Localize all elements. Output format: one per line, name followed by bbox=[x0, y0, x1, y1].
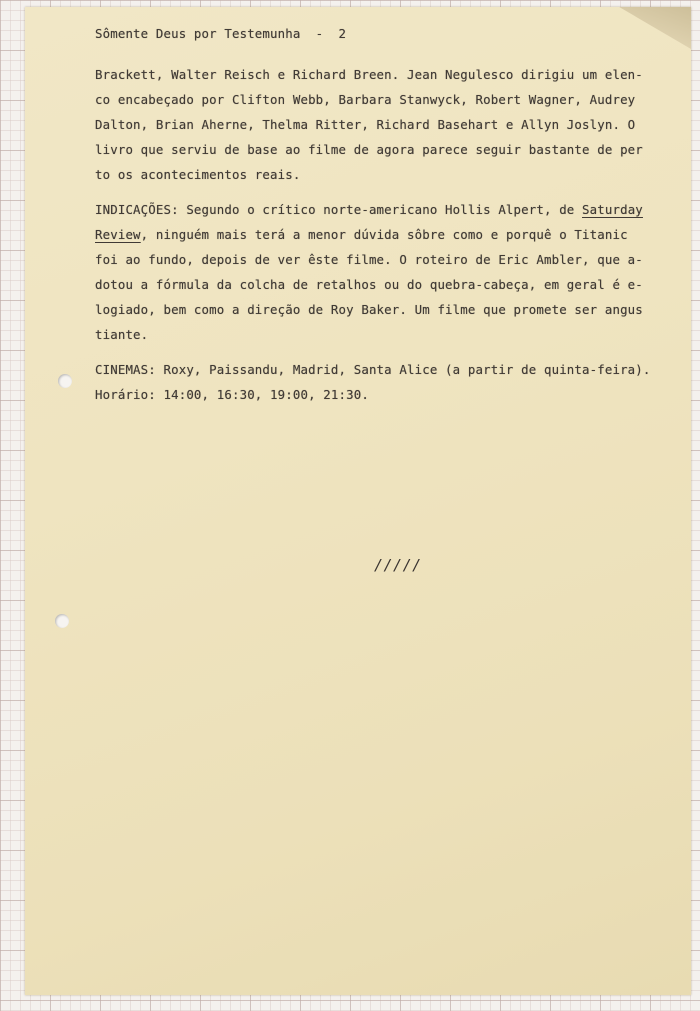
underlined-title: Saturday bbox=[582, 202, 643, 217]
paper-sheet bbox=[25, 7, 691, 995]
paragraph-indicacoes bbox=[95, 197, 685, 347]
text-line: dotou a fórmula da colcha de retalhos ou do quebra-cabeça, em geral é e- bbox=[95, 277, 643, 292]
paragraph-credits bbox=[95, 62, 685, 187]
end-mark: ///// bbox=[374, 556, 422, 574]
punch-hole bbox=[58, 374, 72, 388]
punch-hole bbox=[55, 614, 69, 628]
text-line: Horário: 14:00, 16:30, 19:00, 21:30. bbox=[95, 387, 369, 402]
typed-text bbox=[95, 21, 685, 407]
text-line: CINEMAS: Roxy, Paissandu, Madrid, Santa Alice (a partir de quinta-feira). bbox=[95, 362, 651, 377]
text-segment: INDICAÇÕES: Segundo o crítico norte-americano Hollis Alpert, de bbox=[95, 202, 583, 217]
text-line bbox=[95, 197, 685, 222]
paragraph-cinemas bbox=[95, 357, 685, 407]
text-line: Dalton, Brian Aherne, Thelma Ritter, Richard Basehart e Allyn Joslyn. O bbox=[95, 117, 636, 132]
text-line: logiado, bem como a direção de Roy Baker. Um filme que promete ser angus bbox=[95, 302, 643, 317]
text-line: to os acontecimentos reais. bbox=[95, 167, 301, 182]
text-line: Brackett, Walter Reisch e Richard Breen. Jean Negulesco dirigiu um elen- bbox=[95, 67, 643, 82]
underlined-title: Review bbox=[95, 227, 141, 242]
text-line: co encabeçado por Clifton Webb, Barbara Stanwyck, Robert Wagner, Audrey bbox=[95, 92, 636, 107]
text-line bbox=[95, 222, 685, 247]
page-header: Sômente Deus por Testemunha - 2 bbox=[95, 26, 347, 41]
text-line: tiante. bbox=[95, 327, 149, 342]
text-segment: , ninguém mais terá a menor dúvida sôbre como e porquê o Titanic bbox=[140, 227, 628, 242]
text-line: foi ao fundo, depois de ver êste filme. O roteiro de Eric Ambler, que a- bbox=[95, 252, 643, 267]
text-line: livro que serviu de base ao filme de agora parece seguir bastante de per bbox=[95, 142, 643, 157]
